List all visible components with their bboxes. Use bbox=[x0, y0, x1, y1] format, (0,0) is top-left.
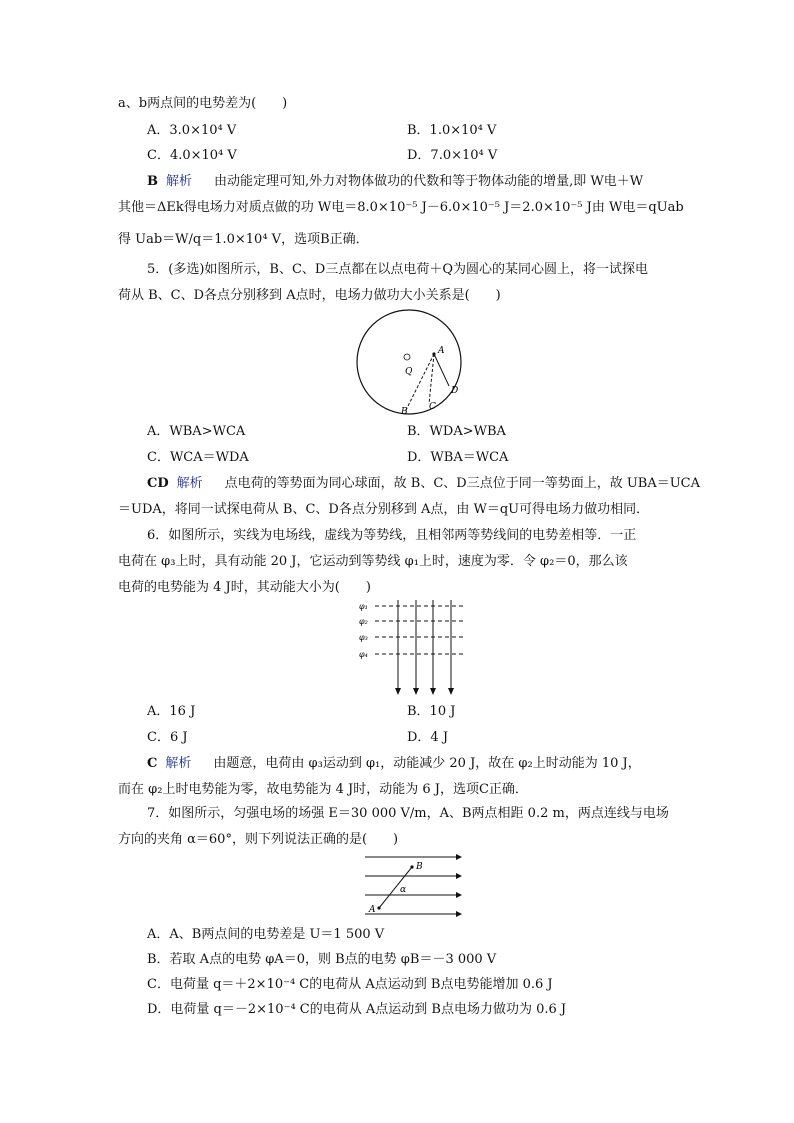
q4-option-d: D．7.0×10⁴ V bbox=[407, 148, 498, 163]
q7-stem-2: 方向的夹角 α＝60°，则下列说法正确的是( ) bbox=[118, 832, 399, 847]
label-q: Q bbox=[405, 367, 413, 377]
q6-option-b: B．10 J bbox=[407, 704, 456, 719]
q4-analysis-2: 其他＝ΔEk得电场力对质点做的功 W电＝8.0×10⁻⁵ J－6.0×10⁻⁵ J＝2.0×10⁻⁵ J由 W电＝qUab bbox=[118, 200, 684, 215]
answer: CD bbox=[147, 476, 169, 491]
q7-option-a: A．A、B两点间的电势差是 U＝1 500 V bbox=[147, 927, 385, 942]
q6-stem-2: 电荷在 φ₃上时，具有动能 20 J，它运动到等势线 φ₁上时，速度为零．令 φ₂＝0，那么该 bbox=[118, 554, 628, 569]
analysis-label: 解析 bbox=[176, 476, 203, 491]
q5-stem-2: 荷从 B、C、D各点分别移到 A点时，电场力做功大小关系是( ) bbox=[118, 288, 501, 303]
q6-stem-3: 电荷的电势能为 4 J时，其动能大小为( ) bbox=[118, 580, 371, 595]
svg-text:B: B bbox=[416, 862, 423, 872]
analysis-label: 解析 bbox=[166, 174, 193, 189]
analysis-text: 点电荷的等势面为同心球面，故 B、C、D三点位于同一等势面上，故 UBA＝UCA bbox=[224, 476, 701, 491]
q6-option-a: A．16 J bbox=[147, 704, 196, 719]
svg-text:α: α bbox=[400, 885, 407, 895]
q5-analysis-1 bbox=[147, 476, 700, 492]
q5-option-c: C．WCA＝WDA bbox=[147, 450, 249, 465]
q5-option-d: D．WBA＝WCA bbox=[407, 450, 509, 465]
q7-stem-1: 7．如图所示，匀强电场的场强 E＝30 000 V/m，A、B两点相距 0.2 m，两点连线与电场 bbox=[147, 806, 669, 821]
svg-text:φ₂: φ₂ bbox=[359, 617, 368, 626]
q4-stem: a、b两点间的电势差为( ) bbox=[118, 96, 288, 111]
q7-option-c: C．电荷量 q＝＋2×10⁻⁴ C的电荷从 A点运动到 B点电势能增加 0.6 J bbox=[147, 977, 553, 992]
svg-text:D: D bbox=[451, 386, 459, 396]
q4-option-a: A．3.0×10⁴ V bbox=[147, 123, 237, 138]
q6-option-c: C．6 J bbox=[147, 730, 188, 745]
q7-option-b: B．若取 A点的电势 φA＝0，则 B点的电势 φB＝－3 000 V bbox=[147, 952, 497, 967]
q6-analysis-2: 而在 φ₂上时电势能为零，故电势能为 4 J时，动能为 6 J，选项C正确． bbox=[118, 782, 528, 797]
svg-text:φ₁: φ₁ bbox=[359, 602, 368, 611]
q5-analysis-2: ＝UDA，将同一试探电荷从 B、C、D各点分别移到 A点，由 W＝qU可得电场力做功相同． bbox=[118, 502, 650, 517]
q6-stem-1: 6．如图所示，实线为电场线，虚线为等势线，且相邻两等势线间的电势差相等．一正 bbox=[147, 528, 637, 543]
analysis-text: 由动能定理可知,外力对物体做功的代数和等于物体动能的增量,即 W电＋W bbox=[214, 174, 644, 189]
q5-option-a: A．WBA>WCA bbox=[147, 424, 246, 439]
q6-field-figure bbox=[355, 598, 470, 698]
analysis-label: 解析 bbox=[165, 756, 192, 771]
q4-option-b: B．1.0×10⁴ V bbox=[407, 123, 497, 138]
svg-text:φ₃: φ₃ bbox=[359, 633, 368, 642]
svg-text:A: A bbox=[438, 346, 445, 356]
q5-stem-1: 5．(多选)如图所示，B、C、D三点都在以点电荷＋Q为圆心的某同心圆上，将一试探电 bbox=[147, 262, 648, 277]
svg-text:A: A bbox=[369, 905, 376, 915]
q7-field-figure bbox=[360, 850, 465, 920]
q5-circle-figure bbox=[355, 308, 475, 418]
analysis-text: 由题意，电荷由 φ₃运动到 φ₁，动能减少 20 J，故在 φ₂上时动能为 10 J， bbox=[213, 756, 641, 771]
q7-option-d: D．电荷量 q＝－2×10⁻⁴ C的电荷从 A点运动到 B点电场力做功为 0.6 J bbox=[147, 1002, 567, 1017]
q5-option-b: B．WDA>WBA bbox=[407, 424, 506, 439]
answer: B bbox=[147, 174, 158, 189]
answer: C bbox=[147, 756, 158, 771]
svg-text:C: C bbox=[429, 402, 436, 412]
q4-option-c: C．4.0×10⁴ V bbox=[147, 148, 237, 163]
svg-text:φ₄: φ₄ bbox=[359, 650, 368, 659]
q6-option-d: D．4 J bbox=[407, 730, 449, 745]
svg-text:B: B bbox=[401, 407, 408, 417]
q6-analysis-1 bbox=[147, 756, 641, 772]
q4-analysis-3: 得 Uab＝W/q＝1.0×10⁴ V，选项B正确． bbox=[118, 232, 369, 247]
q4-analysis-1 bbox=[147, 174, 643, 190]
